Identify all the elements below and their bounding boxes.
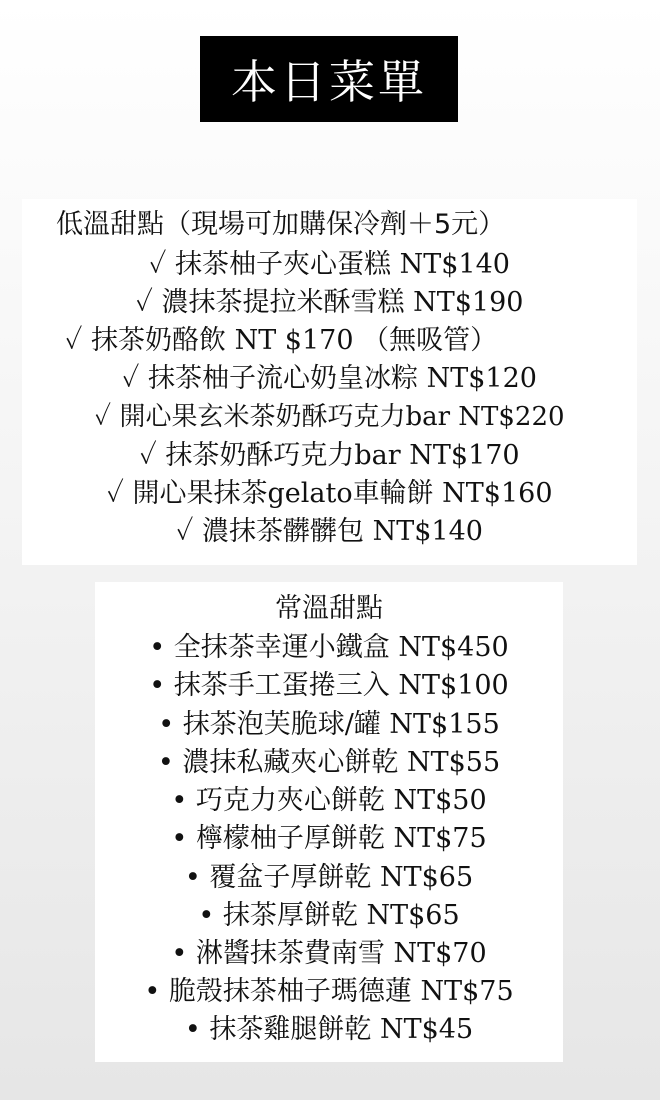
room-temp-item: • 檸檬柚子厚餅乾 NT$75 — [171, 823, 487, 854]
low-temp-item: ✓ 開心果玄米茶奶酥巧克力bar NT$220 — [94, 402, 565, 432]
low-temp-heading: 低溫甜點（現場可加購保冷劑＋5元） — [56, 209, 506, 240]
room-temp-item: • 抹茶泡芙脆球/罐 NT$155 — [158, 709, 500, 740]
menu-title — [200, 36, 458, 122]
room-temp-item: • 全抹茶幸運小鐵盒 NT$450 — [149, 632, 509, 663]
room-temp-item: • 脆殼抹茶柚子瑪德蓮 NT$75 — [144, 976, 514, 1007]
menu-title-text: 本日菜單 — [231, 55, 427, 109]
low-temp-item: ✓ 開心果抹茶gelato車輪餅 NT$160 — [106, 478, 553, 509]
low-temp-item: ✓ 濃抹茶提拉米酥雪糕 NT$190 — [135, 287, 524, 318]
room-temp-heading: 常溫甜點 — [275, 593, 383, 624]
room-temp-item: • 覆盆子厚餅乾 NT$65 — [184, 862, 474, 893]
low-temp-item: ✓ 抹茶柚子流心奶皇冰粽 NT$120 — [122, 363, 537, 394]
room-temp-item: • 巧克力夾心餅乾 NT$50 — [171, 785, 487, 816]
low-temp-item: ✓ 抹茶奶酥巧克力bar NT$170 — [139, 440, 520, 471]
room-temp-item: • 抹茶雞腿餅乾 NT$45 — [184, 1014, 474, 1045]
room-temp-item: • 抹茶手工蛋捲三入 NT$100 — [149, 670, 509, 701]
low-temp-item: ✓ 濃抹茶髒髒包 NT$140 — [176, 516, 483, 547]
room-temp-item: • 淋醬抹茶費南雪 NT$70 — [171, 938, 487, 969]
low-temp-item: ✓ 抹茶奶酪飲 NT $170 （無吸管） — [65, 325, 498, 356]
room-temp-item: • 濃抹私藏夾心餅乾 NT$55 — [157, 747, 501, 778]
room-temp-section — [95, 582, 563, 1062]
low-temp-section — [22, 199, 637, 565]
low-temp-item: ✓ 抹茶柚子夾心蛋糕 NT$140 — [149, 249, 510, 280]
room-temp-item: • 抹茶厚餅乾 NT$65 — [198, 900, 460, 931]
